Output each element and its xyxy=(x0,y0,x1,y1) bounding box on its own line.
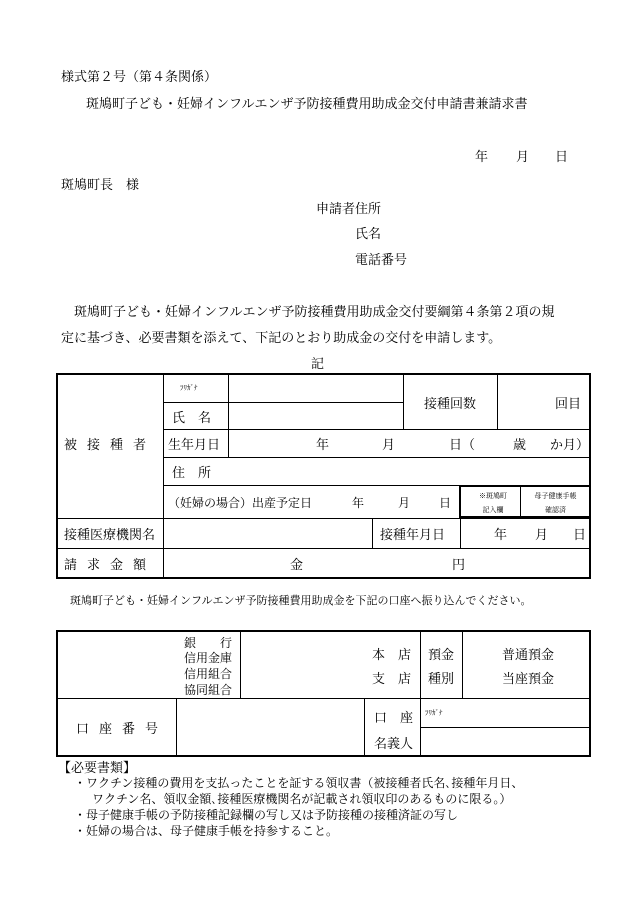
handbook-check-label-2: 確認済 xyxy=(545,506,566,514)
amount-yen-label: 円 xyxy=(452,557,466,573)
due-day-label: 日 xyxy=(439,495,452,510)
birthdate-label: 生年月日 xyxy=(168,438,221,453)
date-month-label: 月 xyxy=(516,150,530,165)
due-date-label: （妊婦の場合）出産予定日 xyxy=(168,495,313,510)
birth-year-label: 年 xyxy=(316,438,330,453)
handbook-check-label: 母子健康手帳 xyxy=(534,492,577,500)
checking-deposit-option: 当座預金 xyxy=(502,672,555,687)
furigana-label: ﾌﾘｶﾞﾅ xyxy=(180,384,198,392)
town-use-label-2: 記入欄 xyxy=(482,506,504,514)
count-unit-label: 回目 xyxy=(555,396,582,412)
holder-furigana-label: ﾌﾘｶﾞﾅ xyxy=(425,709,443,717)
required-docs-heading: 【必要書類】 xyxy=(58,761,137,776)
vaccination-count-label: 接種回数 xyxy=(423,396,476,412)
account-number-label: 口座番号 xyxy=(76,721,169,737)
amount-kin-label: 金 xyxy=(290,557,304,573)
bank-type-bank: 銀 行 xyxy=(184,636,233,650)
branch-main-label: 本 店 xyxy=(372,648,412,663)
ordinary-deposit-option: 普通預金 xyxy=(502,648,555,663)
vacc-day-label: 日 xyxy=(573,528,587,543)
clinic-name-label: 接種医療機関名 xyxy=(64,528,156,543)
vaccination-date-label: 接種年月日 xyxy=(380,528,446,543)
body-paragraph-line1: 斑鳩町子ども・妊婦インフルエンザ予防接種費用助成金交付要綱第４条第２項の規 xyxy=(74,305,555,320)
account-holder-label: 口 座 xyxy=(374,711,414,726)
ki-label: 記 xyxy=(311,357,325,372)
required-item-receipt: ・ワクチン接種の費用を支払ったことを証する領収書（被接種者氏名､接種年月日、 xyxy=(74,776,524,790)
bank-type-cooperative: 協同組合 xyxy=(184,683,233,697)
bank-type-credit-union: 信用組合 xyxy=(184,667,233,681)
required-item-handbook: ・妊婦の場合は、母子健康手帳を持参すること。 xyxy=(74,824,339,838)
applicant-phone-label: 電話番号 xyxy=(355,253,408,268)
address-label: 住 所 xyxy=(172,466,212,481)
account-holder-label-2: 名義人 xyxy=(374,737,414,752)
age-years-label: 歳 xyxy=(513,438,527,453)
date-day-label: 日 xyxy=(555,150,569,165)
claim-amount-label: 請求金額 xyxy=(64,557,157,573)
body-paragraph-line2: 定に基づき、必要書類を添えて、下記のとおり助成金の交付を申請します。 xyxy=(61,331,502,346)
transfer-note: 斑鳩町子ども・妊婦インフルエンザ予防接種費用助成金を下記の口座へ振り込んでください。 xyxy=(70,594,532,607)
deposit-type-label: 預金 xyxy=(428,648,455,663)
birth-month-label: 月 xyxy=(382,438,396,453)
age-months-label: か月） xyxy=(550,438,590,453)
due-year-label: 年 xyxy=(352,495,365,510)
applicant-name-label: 氏名 xyxy=(355,227,382,242)
addressee: 斑鳩町長 様 xyxy=(61,178,140,193)
required-item-receipt-cont: ワクチン名、領収金額､接種医療機関名が記載され領収印のあるものに限る。） xyxy=(92,792,512,806)
name-label: 氏 名 xyxy=(172,411,212,426)
bank-type-shinkin: 信用金庫 xyxy=(184,651,233,665)
due-month-label: 月 xyxy=(398,495,411,510)
date-year-label: 年 xyxy=(475,150,489,165)
deposit-type-label-2: 種別 xyxy=(428,672,455,687)
branch-sub-label: 支 店 xyxy=(372,672,412,687)
vacc-year-label: 年 xyxy=(494,528,508,543)
birth-day-label: 日（ xyxy=(449,438,476,453)
town-use-label: ※斑鳩町 xyxy=(479,492,507,500)
recipient-label: 被接種者 xyxy=(64,438,157,453)
form-title: 斑鳩町子ども・妊婦インフルエンザ予防接種費用助成金交付申請書兼請求書 xyxy=(86,97,528,112)
form-number: 様式第２号（第４条関係） xyxy=(61,70,218,85)
applicant-address-label: 申請者住所 xyxy=(316,202,382,217)
required-item-record: ・母子健康手帳の予防接種記録欄の写し又は予防接種の接種済証の写し xyxy=(74,808,459,822)
vacc-month-label: 月 xyxy=(535,528,549,543)
